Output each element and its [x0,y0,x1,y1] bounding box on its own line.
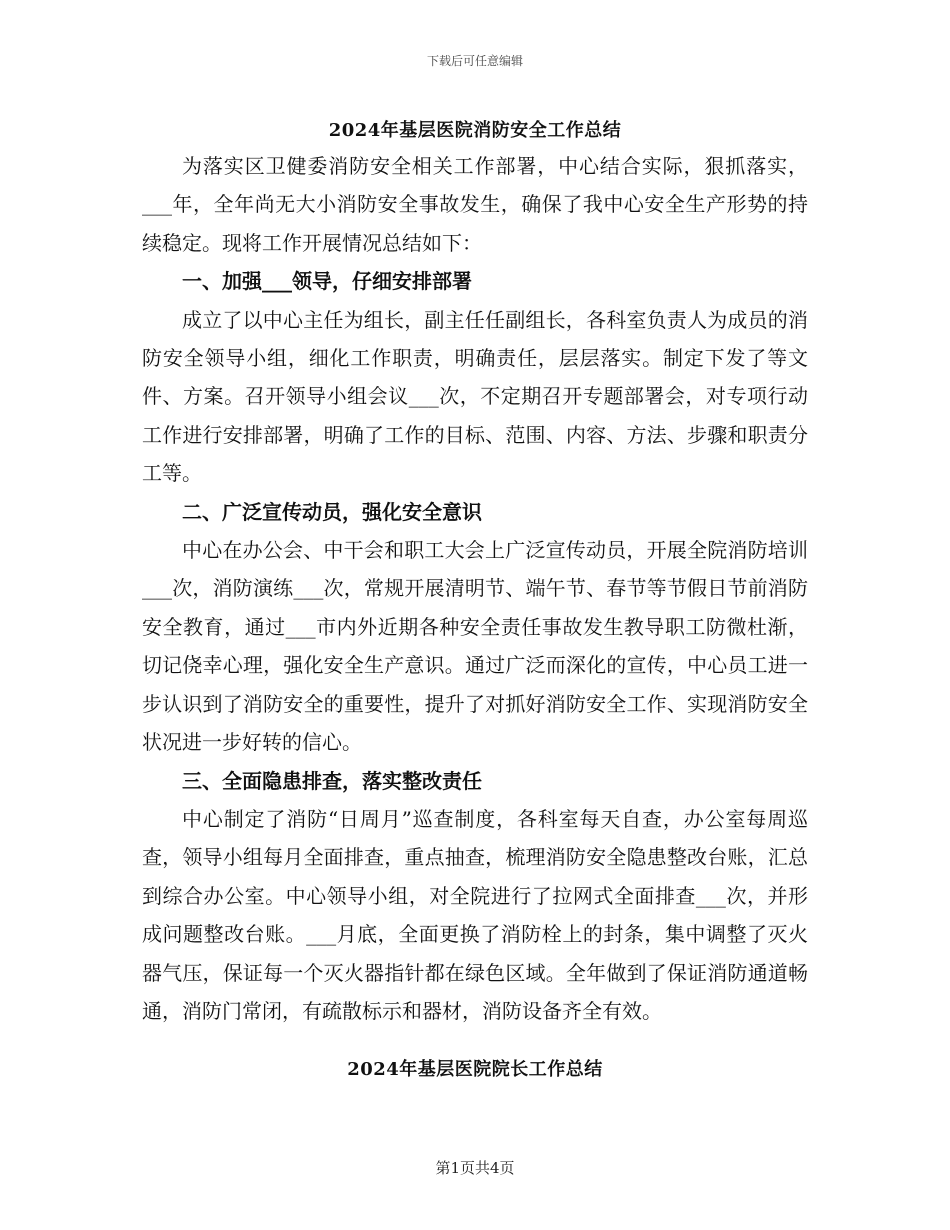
section-heading-1: 一、加强___领导，仔细安排部署 [182,269,472,294]
page-number-footer: 第1页共4页 [435,1159,515,1177]
document-body [142,147,808,1030]
section-heading-2: 二、广泛宣传动员，强化安全意识 [182,499,482,524]
section-body-3: 中心制定了消防“日周月”巡查制度，各科室每天自查，办公室每周巡查，领导小组每月全面排查，重点抽查，梳理消防安全隐患整改台账，汇总到综合办公室。中心领导小组，对全院进行了拉网式全面排查___次，并形成问题整改台账。___月底，全面更换了消防栓上的封条，集中调整了灭火器气压，保证每一个灭火器指针都在绿色区域。全年做到了保证消防通道畅通，消防门常闭，有疏散标示和器材，消防设备齐全有效。 [142,806,808,1023]
section-heading-3: 三、全面隐患排查，落实整改责任 [182,768,482,793]
document-title: 2024年基层医院消防安全工作总结 [328,120,622,141]
section-body-2: 中心在办公会、中干会和职工大会上广泛宣传动员，开展全院消防培训___次，消防演练___次，常规开展清明节、端午节、春节等节假日节前消防安全教育，通过___市内外近期各种安全责任事故发生教导职工防微杜渐，切记侥幸心理，强化安全生产意识。通过广泛而深化的宣传，中心员工进一步认识到了消防安全的重要性，提升了对抓好消防安全工作、实现消防安全状况进一步好转的信心。 [142,538,808,755]
next-document-title: 2024年基层医院院长工作总结 [347,1059,603,1080]
header-note: 下载后可任意编辑 [426,54,523,68]
intro-paragraph: 为落实区卫健委消防安全相关工作部署，中心结合实际，狠抓落实，___年，全年尚无大小消防安全事故发生，确保了我中心安全生产形势的持续稳定。现将工作开展情况总结如下： [142,154,808,255]
section-body-1: 成立了以中心主任为组长，副主任任副组长，各科室负责人为成员的消防安全领导小组，细化工作职责，明确责任，层层落实。制定下发了等文件、方案。召开领导小组会议___次，不定期召开专题部署会，对专项行动工作进行安排部署，明确了工作的目标、范围、内容、方法、步骤和职责分工等。 [142,307,808,486]
